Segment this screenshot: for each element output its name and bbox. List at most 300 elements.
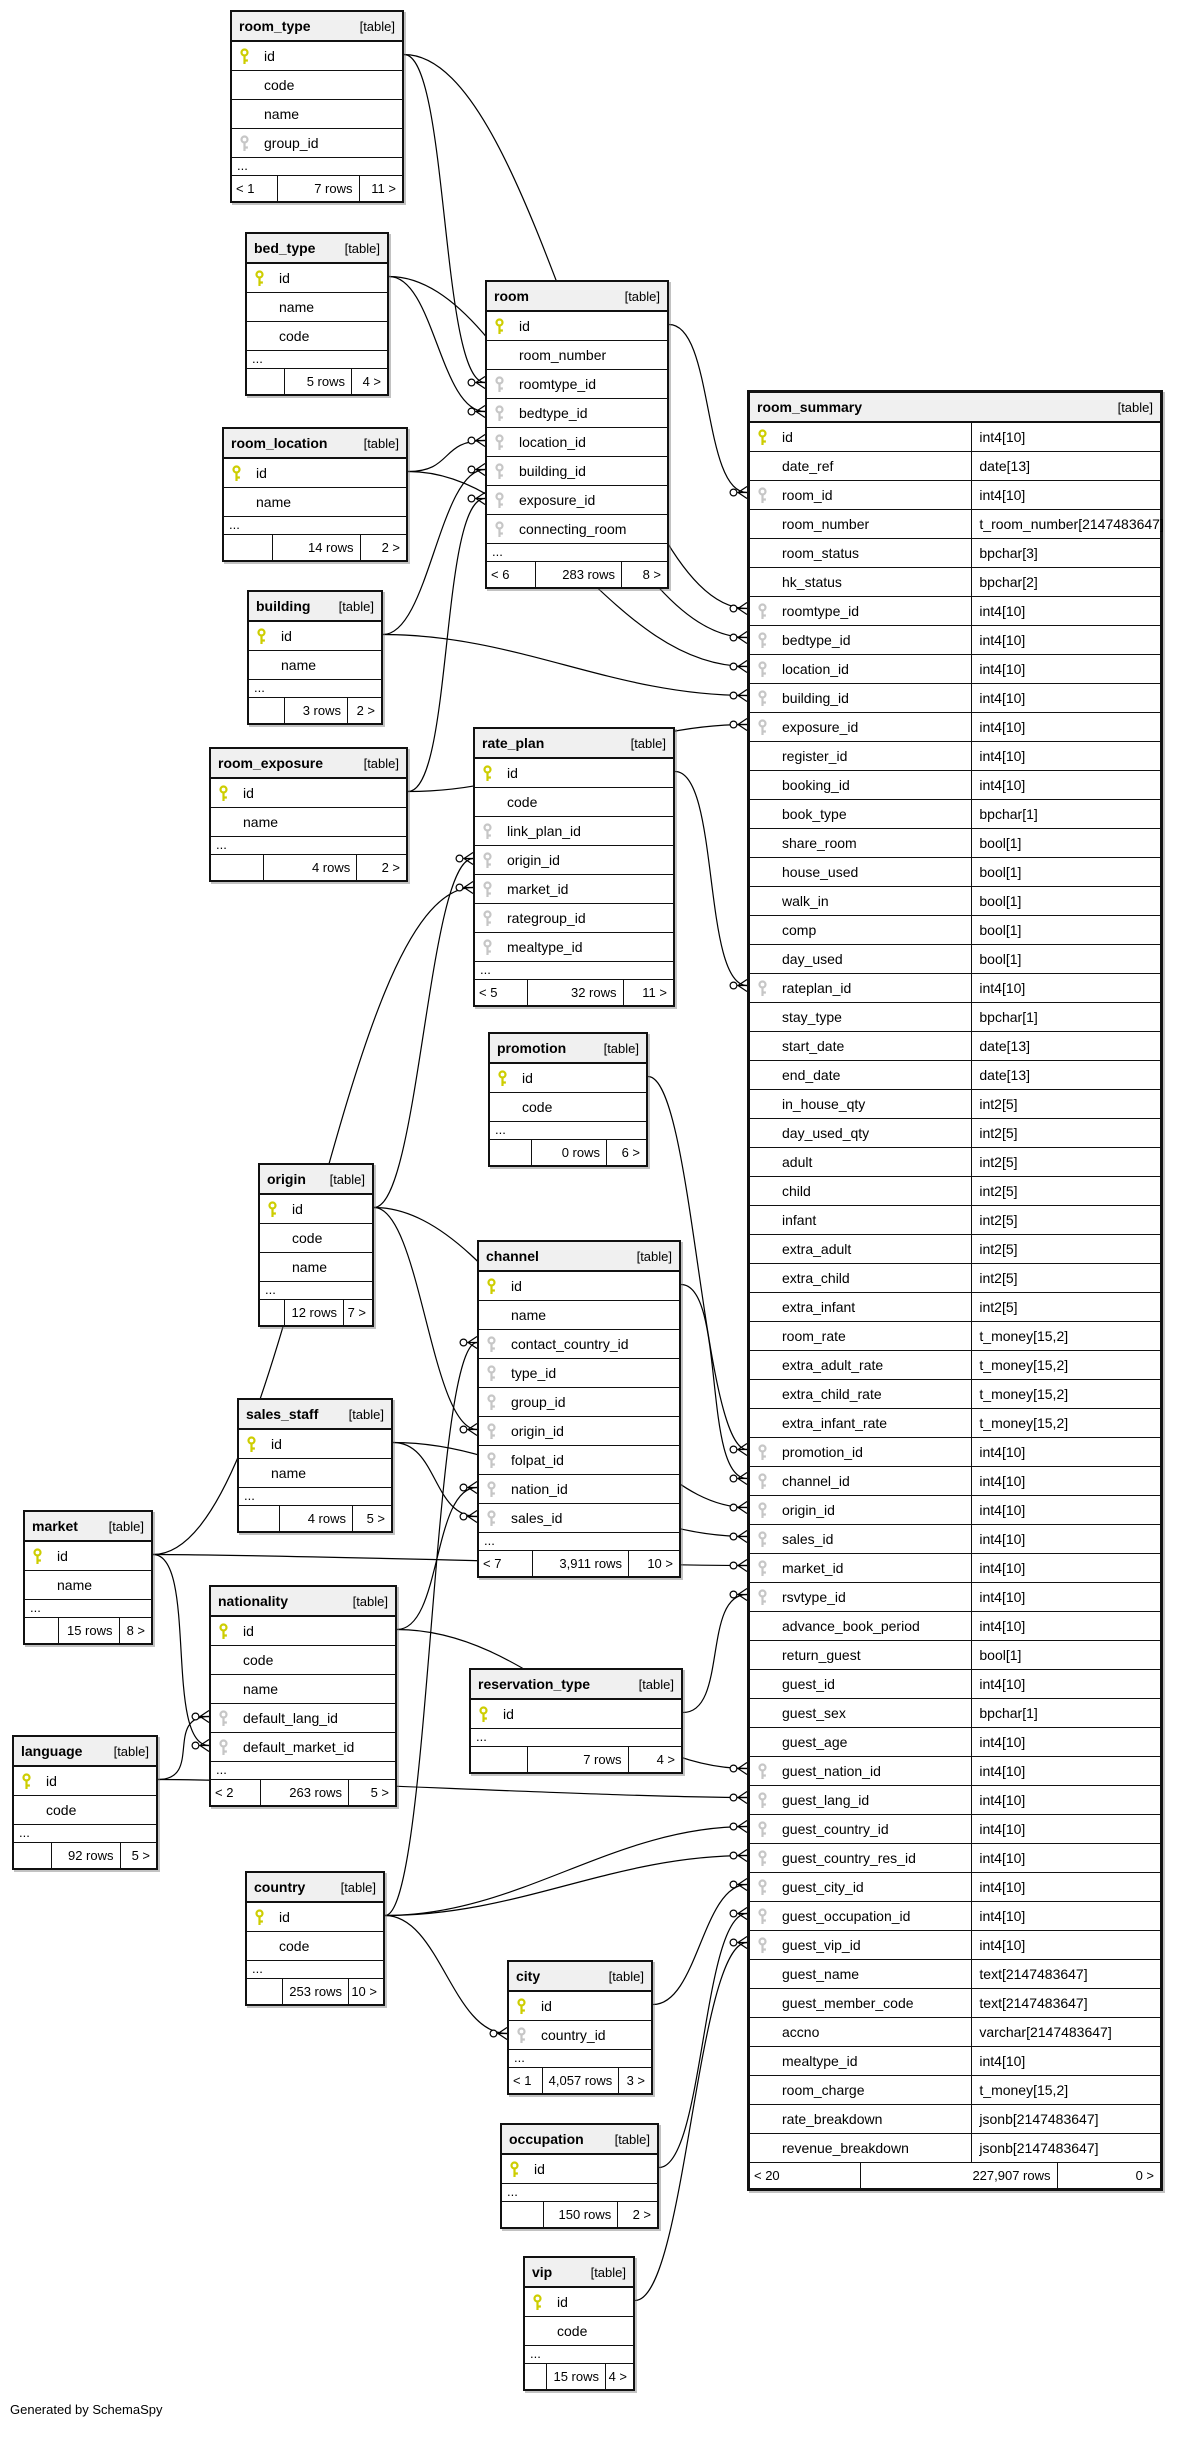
column-type: bpchar[2] <box>971 568 1037 596</box>
column-name: in_house_qty <box>782 1096 866 1112</box>
table-sales_staff[interactable] <box>237 1398 393 1533</box>
table-nationality[interactable] <box>209 1585 397 1807</box>
table-header-vip[interactable] <box>525 2258 633 2288</box>
table-title: origin <box>267 1171 306 1187</box>
footer-children: 3 > <box>626 2073 645 2088</box>
column-market-name <box>25 1571 151 1600</box>
foreign-key-icon <box>486 1452 499 1469</box>
column-name: name <box>243 814 279 830</box>
column-room_summary-guest_country_res_id <box>750 1844 1160 1873</box>
column-name: end_date <box>782 1067 841 1083</box>
column-name: comp <box>782 922 817 938</box>
table-header-country[interactable] <box>247 1873 383 1903</box>
column-name: channel_id <box>782 1473 850 1489</box>
table-origin[interactable] <box>258 1163 374 1327</box>
relationship-bed_type.id-to-room.bedtype_id <box>389 277 485 412</box>
column-room_summary-extra_adult <box>750 1235 1160 1264</box>
footer-children: 11 > <box>371 181 396 196</box>
ellipsis-row: ... <box>211 1762 395 1780</box>
column-vip-code <box>525 2317 633 2346</box>
foreign-key-icon <box>757 1937 770 1954</box>
table-footer <box>247 369 387 394</box>
footer-children: 11 > <box>642 985 667 1000</box>
column-room_summary-start_date <box>750 1032 1160 1061</box>
table-footer <box>487 562 667 587</box>
column-name: day_used_qty <box>782 1125 870 1141</box>
column-name: roomtype_id <box>782 603 860 619</box>
footer-parents <box>25 1618 59 1643</box>
column-name: name <box>264 106 300 122</box>
foreign-key-icon <box>482 852 495 869</box>
primary-key-icon <box>231 465 244 482</box>
column-name: name <box>279 299 315 315</box>
column-name: room_rate <box>782 1328 846 1344</box>
table-header-language[interactable] <box>14 1737 156 1767</box>
column-type: jsonb[2147483647] <box>971 2134 1098 2162</box>
column-name: origin_id <box>507 852 560 868</box>
column-room_summary-mealtype_id <box>750 2047 1160 2076</box>
table-footer <box>239 1506 391 1531</box>
table-city[interactable] <box>507 1960 653 2095</box>
footer-children: 2 > <box>632 2207 651 2222</box>
table-tag: [table] <box>329 1171 365 1187</box>
column-type: t_money[15,2] <box>971 1351 1068 1379</box>
column-name: id <box>281 628 292 644</box>
column-room_summary-building_id <box>750 684 1160 713</box>
column-nationality-default_lang_id <box>211 1704 395 1733</box>
footer-row-count: 4 rows <box>264 855 358 880</box>
footer-children: 5 > <box>366 1511 385 1526</box>
footer-parents: < 1 <box>509 2068 543 2093</box>
column-name: name <box>57 1577 93 1593</box>
column-type: t_room_number[2147483647] <box>971 510 1163 538</box>
table-footer <box>750 2163 1160 2188</box>
column-room_summary-child <box>750 1177 1160 1206</box>
table-header-room_location[interactable] <box>224 429 406 459</box>
footer-parents <box>260 1300 285 1325</box>
column-type: int4[10] <box>971 423 1025 451</box>
table-language[interactable] <box>12 1735 158 1870</box>
foreign-key-icon <box>486 1481 499 1498</box>
footer-parents: < 2 <box>211 1780 261 1805</box>
column-name: id <box>279 270 290 286</box>
column-name: code <box>522 1099 553 1115</box>
column-name: id <box>243 1623 254 1639</box>
column-room_summary-origin_id <box>750 1496 1160 1525</box>
column-room_summary-room_charge <box>750 2076 1160 2105</box>
foreign-key-icon <box>516 2027 529 2044</box>
column-city-country_id <box>509 2021 651 2050</box>
column-name: id <box>507 765 518 781</box>
table-tag: [table] <box>340 1879 376 1895</box>
column-name: sales_id <box>511 1510 563 1526</box>
table-room_location[interactable] <box>222 427 408 562</box>
table-header-room_type[interactable] <box>232 12 402 42</box>
table-tag: [table] <box>590 2264 626 2280</box>
column-channel-sales_id <box>479 1504 679 1533</box>
column-name: guest_sex <box>782 1705 846 1721</box>
column-occupation-id <box>502 2155 657 2184</box>
column-channel-name <box>479 1301 679 1330</box>
column-name: date_ref <box>782 458 834 474</box>
column-type: t_money[15,2] <box>971 2076 1068 2104</box>
table-title: bed_type <box>254 240 316 256</box>
table-country[interactable] <box>245 1871 385 2006</box>
column-name: market_id <box>507 881 569 897</box>
footer-parents <box>224 535 273 560</box>
foreign-key-icon <box>757 980 770 997</box>
table-header-room_exposure[interactable] <box>211 749 406 779</box>
column-room_type-id <box>232 42 402 71</box>
footer-parents: < 20 <box>750 2163 861 2188</box>
table-footer <box>14 1843 156 1868</box>
column-name: hk_status <box>782 574 842 590</box>
foreign-key-icon <box>486 1423 499 1440</box>
table-title: channel <box>486 1248 539 1264</box>
column-type: int2[5] <box>971 1293 1017 1321</box>
column-nationality-name <box>211 1675 395 1704</box>
foreign-key-icon <box>482 910 495 927</box>
primary-key-icon <box>486 1278 499 1295</box>
column-country-id <box>247 1903 383 1932</box>
column-name: room_charge <box>782 2082 865 2098</box>
primary-key-icon <box>497 1070 510 1087</box>
table-header-nationality[interactable] <box>211 1587 395 1617</box>
ellipsis-row: ... <box>232 158 402 176</box>
column-type: int2[5] <box>971 1264 1017 1292</box>
table-header-city[interactable] <box>509 1962 651 1992</box>
column-type: bool[1] <box>971 829 1021 857</box>
column-name: extra_child_rate <box>782 1386 882 1402</box>
column-room_summary-extra_infant <box>750 1293 1160 1322</box>
table-header-room[interactable] <box>487 282 667 312</box>
relationship-origin.id-to-channel.origin_id <box>374 1208 477 1430</box>
column-type: date[13] <box>971 1032 1030 1060</box>
column-type: bool[1] <box>971 1641 1021 1669</box>
primary-key-icon <box>532 2294 545 2311</box>
column-room_summary-day_used_qty <box>750 1119 1160 1148</box>
foreign-key-icon <box>239 135 252 152</box>
table-room_summary[interactable] <box>747 390 1163 2191</box>
footer-children: 5 > <box>131 1848 150 1863</box>
table-building[interactable] <box>247 590 383 725</box>
column-name: sales_id <box>782 1531 834 1547</box>
column-room_summary-return_guest <box>750 1641 1160 1670</box>
table-header-origin[interactable] <box>260 1165 372 1195</box>
column-name: guest_occupation_id <box>782 1908 911 1924</box>
column-building-id <box>249 622 381 651</box>
column-type: int4[10] <box>971 684 1025 712</box>
column-name: market_id <box>782 1560 844 1576</box>
column-bed_type-id <box>247 264 387 293</box>
table-footer <box>224 535 406 560</box>
column-name: guest_country_id <box>782 1821 889 1837</box>
column-name: book_type <box>782 806 847 822</box>
table-header-bed_type[interactable] <box>247 234 387 264</box>
table-title: sales_staff <box>246 1406 319 1422</box>
primary-key-icon <box>267 1201 280 1218</box>
table-footer <box>471 1747 681 1772</box>
footer-children: 0 > <box>1135 2168 1154 2183</box>
column-type: int2[5] <box>971 1235 1017 1263</box>
footer-parents: < 1 <box>232 176 278 201</box>
table-rate_plan[interactable] <box>473 727 675 1007</box>
column-name: default_lang_id <box>243 1710 338 1726</box>
column-type: int4[10] <box>971 1438 1025 1466</box>
table-market[interactable] <box>23 1510 153 1645</box>
column-nationality-code <box>211 1646 395 1675</box>
table-title: language <box>21 1743 83 1759</box>
column-name: folpat_id <box>511 1452 564 1468</box>
column-room_summary-guest_city_id <box>750 1873 1160 1902</box>
column-name: group_id <box>264 135 319 151</box>
footer-parents <box>502 2202 544 2227</box>
column-channel-id <box>479 1272 679 1301</box>
table-title: rate_plan <box>482 735 545 751</box>
column-room_summary-accno <box>750 2018 1160 2047</box>
footer-parents <box>239 1506 280 1531</box>
column-room_summary-extra_adult_rate <box>750 1351 1160 1380</box>
table-tag: [table] <box>630 735 666 751</box>
column-name: infant <box>782 1212 817 1228</box>
table-header-room_summary[interactable] <box>750 393 1160 423</box>
table-footer <box>509 2068 651 2093</box>
table-bed_type[interactable] <box>245 232 389 396</box>
foreign-key-icon <box>494 434 507 451</box>
table-header-market[interactable] <box>25 1512 151 1542</box>
table-footer <box>211 1780 395 1805</box>
column-room_summary-guest_member_code <box>750 1989 1160 2018</box>
ellipsis-row: ... <box>502 2184 657 2202</box>
ellipsis-row: ... <box>479 1533 679 1551</box>
column-type: int4[10] <box>971 1467 1025 1495</box>
column-room_summary-promotion_id <box>750 1438 1160 1467</box>
column-type: int4[10] <box>971 1786 1025 1814</box>
table-title: promotion <box>497 1040 567 1056</box>
column-type: int2[5] <box>971 1119 1017 1147</box>
column-building-name <box>249 651 381 680</box>
table-header-channel[interactable] <box>479 1242 679 1272</box>
column-name: room_number <box>519 347 607 363</box>
column-type: int4[10] <box>971 1873 1025 1901</box>
foreign-key-icon <box>482 939 495 956</box>
column-type: bpchar[1] <box>971 800 1037 828</box>
column-type: int4[10] <box>971 1815 1025 1843</box>
table-header-rate_plan[interactable] <box>475 729 673 759</box>
table-room_exposure[interactable] <box>209 747 408 882</box>
column-name: id <box>271 1436 282 1452</box>
footer-children: 4 > <box>608 2369 627 2384</box>
table-footer <box>249 698 381 723</box>
relationship-room_location.id-to-room.location_id <box>408 441 485 472</box>
relationship-language.id-to-nationality.default_lang_id <box>158 1717 209 1780</box>
footer-row-count: 7 rows <box>528 1747 629 1772</box>
column-name: origin_id <box>782 1502 835 1518</box>
column-name: accno <box>782 2024 820 2040</box>
footer-children: 10 > <box>647 1556 673 1571</box>
column-type: text[2147483647] <box>971 1960 1087 1988</box>
footer-row-count: 92 rows <box>52 1843 120 1868</box>
column-name: nation_id <box>511 1481 568 1497</box>
column-room_summary-guest_occupation_id <box>750 1902 1160 1931</box>
column-room_summary-in_house_qty <box>750 1090 1160 1119</box>
column-name: stay_type <box>782 1009 842 1025</box>
column-rate_plan-origin_id <box>475 846 673 875</box>
column-type: int4[10] <box>971 1554 1025 1582</box>
foreign-key-icon <box>494 405 507 422</box>
column-rate_plan-code <box>475 788 673 817</box>
column-room_summary-id <box>750 423 1160 452</box>
table-header-occupation[interactable] <box>502 2125 657 2155</box>
footer-parents <box>247 1979 283 2004</box>
column-room_summary-booking_id <box>750 771 1160 800</box>
footer-row-count: 227,907 rows <box>861 2163 1058 2188</box>
primary-key-icon <box>21 1773 34 1790</box>
foreign-key-icon <box>757 1792 770 1809</box>
table-header-building[interactable] <box>249 592 381 622</box>
column-type: int4[10] <box>971 1902 1025 1930</box>
column-name: advance_book_period <box>782 1618 920 1634</box>
column-room_summary-stay_type <box>750 1003 1160 1032</box>
column-channel-type_id <box>479 1359 679 1388</box>
footer-children: 10 > <box>351 1984 377 1999</box>
footer-parents <box>471 1747 528 1772</box>
foreign-key-icon <box>486 1365 499 1382</box>
column-room_summary-extra_child_rate <box>750 1380 1160 1409</box>
column-type: int4[10] <box>971 1728 1025 1756</box>
table-room[interactable] <box>485 280 669 589</box>
footer-parents: < 7 <box>479 1551 533 1576</box>
column-type: int2[5] <box>971 1148 1017 1176</box>
column-name: guest_country_res_id <box>782 1850 916 1866</box>
column-type: int4[10] <box>971 655 1025 683</box>
table-title: nationality <box>218 1593 289 1609</box>
column-name: code <box>264 77 295 93</box>
column-name: code <box>292 1230 323 1246</box>
table-tag: [table] <box>636 1248 672 1264</box>
relationship-reservation_type.id-to-room_summary.rsvtype_id <box>683 1595 747 1713</box>
column-type: bpchar[3] <box>971 539 1037 567</box>
relationship-country.id-to-city.country_id <box>385 1916 507 2034</box>
footer-parents: < 5 <box>475 980 528 1005</box>
ellipsis-row: ... <box>247 351 387 369</box>
column-name: name <box>243 1681 279 1697</box>
table-footer <box>502 2202 657 2227</box>
ellipsis-row: ... <box>224 517 406 535</box>
ellipsis-row: ... <box>525 2346 633 2364</box>
column-channel-group_id <box>479 1388 679 1417</box>
table-promotion[interactable] <box>488 1032 648 1167</box>
column-room_summary-exposure_id <box>750 713 1160 742</box>
column-room_summary-hk_status <box>750 568 1160 597</box>
column-name: building_id <box>782 690 849 706</box>
footer-row-count: 283 rows <box>536 562 622 587</box>
column-name: rate_breakdown <box>782 2111 883 2127</box>
column-type: bool[1] <box>971 916 1021 944</box>
ellipsis-row: ... <box>14 1825 156 1843</box>
table-reservation_type[interactable] <box>469 1668 683 1774</box>
table-header-sales_staff[interactable] <box>239 1400 391 1430</box>
column-name: extra_adult_rate <box>782 1357 884 1373</box>
table-header-promotion[interactable] <box>490 1034 646 1064</box>
relationship-sales_staff.id-to-channel.sales_id <box>393 1443 477 1517</box>
column-name: id <box>519 318 530 334</box>
column-room_summary-rateplan_id <box>750 974 1160 1003</box>
relationship-channel.id-to-room_summary.channel_id <box>681 1285 747 1479</box>
column-market-id <box>25 1542 151 1571</box>
column-type: int4[10] <box>971 1931 1025 1959</box>
column-room_summary-roomtype_id <box>750 597 1160 626</box>
column-room_summary-house_used <box>750 858 1160 887</box>
column-city-id <box>509 1992 651 2021</box>
column-room_summary-rsvtype_id <box>750 1583 1160 1612</box>
column-name: mealtype_id <box>507 939 583 955</box>
column-room_summary-channel_id <box>750 1467 1160 1496</box>
table-tag: [table] <box>608 1968 644 1984</box>
column-room_summary-guest_country_id <box>750 1815 1160 1844</box>
column-room_location-id <box>224 459 406 488</box>
column-name: promotion_id <box>782 1444 863 1460</box>
column-type: int4[10] <box>971 1525 1025 1553</box>
footer-row-count: 5 rows <box>285 369 352 394</box>
column-type: bool[1] <box>971 945 1021 973</box>
table-tag: [table] <box>108 1518 144 1534</box>
table-footer <box>525 2364 633 2389</box>
column-type: t_money[15,2] <box>971 1409 1068 1437</box>
column-rate_plan-id <box>475 759 673 788</box>
column-type: t_money[15,2] <box>971 1322 1068 1350</box>
column-type: bool[1] <box>971 887 1021 915</box>
column-name: guest_vip_id <box>782 1937 861 1953</box>
column-type: jsonb[2147483647] <box>971 2105 1098 2133</box>
relationship-origin.id-to-rate_plan.origin_id <box>374 859 473 1208</box>
footer-parents: < 6 <box>487 562 536 587</box>
column-name: rateplan_id <box>782 980 852 996</box>
column-country-code <box>247 1932 383 1961</box>
column-name: default_market_id <box>243 1739 355 1755</box>
column-name: bedtype_id <box>519 405 588 421</box>
table-occupation[interactable] <box>500 2123 659 2229</box>
footer-children: 4 > <box>362 374 381 389</box>
column-name: connecting_room <box>519 521 627 537</box>
column-room_summary-walk_in <box>750 887 1160 916</box>
column-name: walk_in <box>782 893 829 909</box>
table-title: room_location <box>231 435 328 451</box>
column-name: rsvtype_id <box>782 1589 846 1605</box>
column-name: id <box>57 1548 68 1564</box>
table-header-reservation_type[interactable] <box>471 1670 681 1700</box>
column-type: int4[10] <box>971 713 1025 741</box>
column-name: start_date <box>782 1038 845 1054</box>
footer-parents <box>14 1843 52 1868</box>
column-room-room_number <box>487 341 667 370</box>
table-room_type[interactable] <box>230 10 404 203</box>
column-name: id <box>511 1278 522 1294</box>
primary-key-icon <box>516 1998 529 2015</box>
column-name: roomtype_id <box>519 376 597 392</box>
primary-key-icon <box>218 785 231 802</box>
table-title: building <box>256 598 311 614</box>
column-channel-folpat_id <box>479 1446 679 1475</box>
column-type: int4[10] <box>971 626 1025 654</box>
table-channel[interactable] <box>477 1240 681 1578</box>
footer-children: 8 > <box>126 1623 145 1638</box>
column-type: int4[10] <box>971 742 1025 770</box>
column-origin-id <box>260 1195 372 1224</box>
table-vip[interactable] <box>523 2256 635 2391</box>
column-name: rategroup_id <box>507 910 586 926</box>
relationship-building.id-to-room_summary.building_id <box>383 635 747 696</box>
